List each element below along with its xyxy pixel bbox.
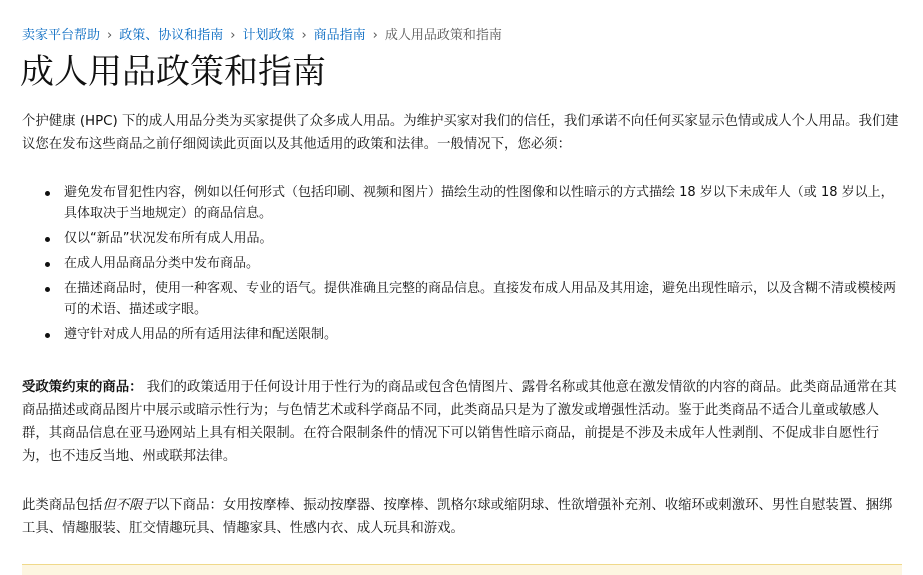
breadcrumb-separator: ›: [372, 28, 378, 43]
examples-prefix: 此类商品包括: [22, 498, 103, 513]
list-item: 遵守针对成人用品的所有适用法律和配送限制。: [64, 324, 902, 345]
breadcrumb: [22, 26, 502, 46]
intro-paragraph: 个护健康 (HPC) 下的成人用品分类为买家提供了众多成人用品。为维护买家对我们的信任，我们承诺不向任何买家显示色情或成人个人用品。我们建议您在发布这些商品之前仔细阅读此页面以及其他适用的政策和法律。一般情况下，您必须：: [22, 114, 899, 152]
rules-list: [22, 182, 902, 349]
breadcrumb-separator: ›: [230, 28, 236, 43]
examples-text: 以下商品：女用按摩棒、振动按摩器、按摩棒、凯格尔球或缩阴球、性欲增强补充剂、收缩环或刺激环、男性自慰装置、捆绑工具、情趣服装、肛交情趣玩具、情趣家具、性感内衣、成人玩具和游戏。: [22, 498, 893, 536]
restricted-products-label: 受政策约束的商品：: [22, 380, 143, 395]
breadcrumb-link-policies[interactable]: 政策、协议和指南: [119, 28, 224, 43]
breadcrumb-link-product-guidelines[interactable]: 商品指南: [313, 28, 366, 43]
examples-emphasis: 但不限于: [102, 498, 156, 513]
breadcrumb-link-seller-help[interactable]: 卖家平台帮助: [22, 28, 101, 43]
breadcrumb-link-program-policies[interactable]: 计划政策: [242, 28, 295, 43]
list-item: 仅以“新品”状况发布所有成人用品。: [64, 228, 902, 249]
breadcrumb-separator: ›: [107, 28, 113, 43]
breadcrumb-separator: ›: [301, 28, 307, 43]
examples-paragraph: [22, 494, 902, 540]
breadcrumb-current: 成人用品政策和指南: [384, 28, 502, 43]
restricted-products-text: 我们的政策适用于任何设计用于性行为的商品或包含色情图片、露骨名称或其他意在激发情欲的内容的商品。此类商品通常在其商品描述或商品图片中展示或暗示性行为；与色情艺术或科学商品不同，此类商品只是为了激发或增强性活动。鉴于此类商品不适合儿童或敏感人群，其商品信息在亚马逊网站上具有相关限制。在符合限制条件的情况下可以销售性暗示商品，前提是不涉及未成年人性剥削、不促成非自愿性行为，也不违反当地、州或联邦法律。: [22, 380, 897, 464]
restricted-products-paragraph: [22, 376, 902, 468]
list-item: 在描述商品时，使用一种客观、专业的语气。提供准确且完整的商品信息。直接发布成人用品及其用途，避免出现性暗示，以及含糊不清或模棱两可的术语、描述或字眼。: [64, 278, 902, 320]
list-item: 避免发布冒犯性内容，例如以任何形式（包括印刷、视频和图片）描绘生动的性图像和以性暗示的方式描绘 18 岁以下未成年人（或 18 岁以上，具体取决于当地规定）的商品信息。: [64, 182, 902, 224]
list-item: 在成人用品商品分类中发布商品。: [64, 253, 902, 274]
page-title: 成人用品政策和指南: [20, 52, 326, 92]
